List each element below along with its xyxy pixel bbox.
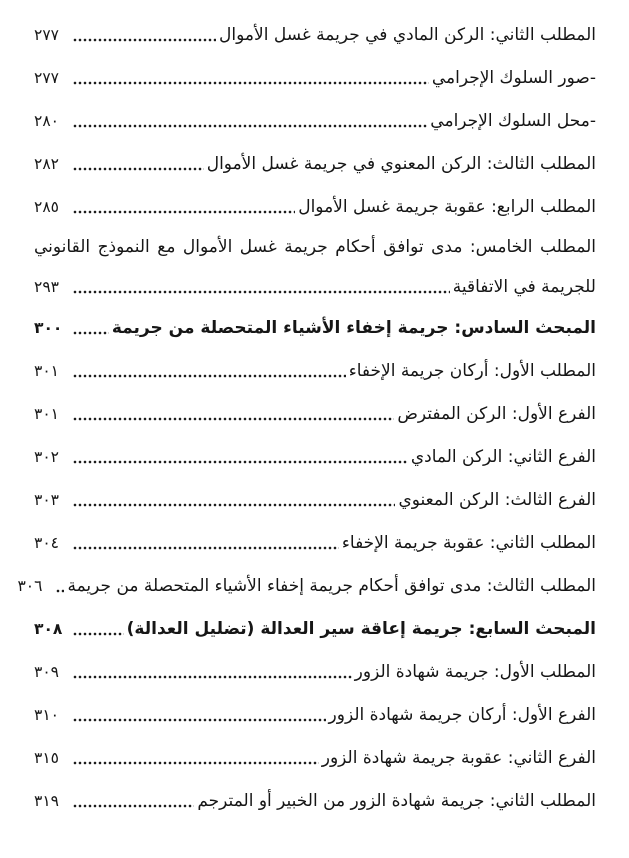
toc-entry-title: الفرع الثاني: عقوبة جريمة شهادة الزور <box>321 747 596 768</box>
toc-entry-title: المبحث السابع: جريمة إعاقة سير العدالة (تضليل العدالة) <box>126 618 596 639</box>
toc-entry-page-number: ٣٠٨ <box>34 619 63 638</box>
toc-entry-title-line2: للجريمة في الاتفاقية <box>452 276 596 297</box>
toc-entry-title: المبحث السادس: جريمة إخفاء الأشياء المتحصلة من جريمة <box>111 317 596 338</box>
toc-entry-title: المطلب الثاني: جريمة شهادة الزور من الخبير أو المترجم <box>197 790 596 811</box>
dot-leader <box>73 80 429 86</box>
toc-entry-title-line1: المطلب الخامس: مدى توافق أحكام جريمة غسل الأموال مع النموذج القانوني <box>34 237 596 257</box>
toc-entry-title: -محل السلوك الإجرامي <box>430 110 596 131</box>
toc-entry-title: المطلب الرابع: عقوبة جريمة غسل الأموال <box>298 196 596 217</box>
dot-leader <box>73 330 109 336</box>
dot-leader <box>73 416 394 422</box>
toc-entry <box>34 435 596 478</box>
toc-entry <box>34 693 596 736</box>
toc-entry <box>34 736 596 779</box>
toc-entry-section <box>34 607 596 650</box>
toc-entry-page-number: ٣٠٠ <box>34 318 63 337</box>
dot-leader <box>73 502 395 508</box>
toc-entry-page-number: ٢٨٢ <box>34 154 59 173</box>
dot-leader <box>56 588 64 594</box>
toc-entry-title: المطلب الثاني: الركن المادي في جريمة غسل الأموال <box>219 24 596 45</box>
dot-leader <box>73 209 295 215</box>
toc-entry-title: المطلب الأول: أركان جريمة الإخفاء <box>348 360 596 381</box>
dot-leader <box>73 717 326 723</box>
dot-leader <box>73 166 204 172</box>
toc-entry-page-number: ٣٠١ <box>34 361 59 380</box>
dot-leader <box>73 803 194 809</box>
toc-entry <box>34 142 596 185</box>
toc-entry-page-number: ٢٧٧ <box>34 25 59 44</box>
dot-leader <box>73 760 319 766</box>
toc-entry <box>34 185 596 228</box>
toc-entry-page-number: ٣١٩ <box>34 791 59 810</box>
toc-entry <box>34 56 596 99</box>
toc-entry-title: المطلب الثالث: مدى توافق أحكام جريمة إخفاء الأشياء المتحصلة من جريمة <box>67 575 596 596</box>
toc-entry-title: المطلب الثالث: الركن المعنوي في جريمة غسل الأموال <box>206 153 596 174</box>
toc-entry-title: -صور السلوك الإجرامي <box>431 67 596 88</box>
toc-entry <box>34 99 596 142</box>
toc-entry <box>34 13 596 56</box>
toc-entry <box>17 564 596 607</box>
toc-entry <box>34 521 596 564</box>
toc-entry-page-number: ٣٠١ <box>34 404 59 423</box>
toc-entry-page-number: ٢٩٣ <box>34 277 59 296</box>
toc-entry-title: المطلب الثاني: عقوبة جريمة الإخفاء <box>341 532 596 553</box>
dot-leader <box>73 545 339 551</box>
dot-leader <box>73 123 427 129</box>
toc-entry-two-line <box>34 228 596 306</box>
toc-entry-page-number: ٣٠٤ <box>34 533 59 552</box>
dot-leader <box>73 37 216 43</box>
toc-entry-continuation <box>34 267 596 306</box>
toc-entry-page-number: ٣٠٦ <box>17 576 43 595</box>
toc-entry-page-number: ٢٨٥ <box>34 197 59 216</box>
toc-entry-page-number: ٣١٠ <box>34 705 59 724</box>
toc-entry-title: الفرع الثالث: الركن المعنوي <box>398 489 596 510</box>
toc-entry-title: المطلب الأول: جريمة شهادة الزور <box>354 661 596 682</box>
toc-entry <box>34 650 596 693</box>
toc-entry-title: الفرع الأول: الركن المفترض <box>397 403 596 424</box>
toc-entry-section <box>34 306 596 349</box>
toc-entry <box>34 478 596 521</box>
toc-entry <box>34 779 596 822</box>
toc-entry-page-number: ٢٧٧ <box>34 68 59 87</box>
dot-leader <box>73 631 124 637</box>
toc-entry-title: الفرع الثاني: الركن المادي <box>410 446 596 467</box>
dot-leader <box>73 459 408 465</box>
toc-entry-page-number: ٣١٥ <box>34 748 59 767</box>
dot-leader <box>73 373 346 379</box>
toc-entry <box>34 392 596 435</box>
toc-entry-title: الفرع الأول: أركان جريمة شهادة الزور <box>328 704 596 725</box>
toc-entry <box>34 349 596 392</box>
toc-entry-page-number: ٣٠٩ <box>34 662 59 681</box>
toc-entry-page-number: ٣٠٢ <box>34 447 59 466</box>
toc-entry-page-number: ٣٠٣ <box>34 490 59 509</box>
dot-leader <box>73 289 450 295</box>
dot-leader <box>73 674 352 680</box>
toc-entry-page-number: ٢٨٠ <box>34 111 59 130</box>
